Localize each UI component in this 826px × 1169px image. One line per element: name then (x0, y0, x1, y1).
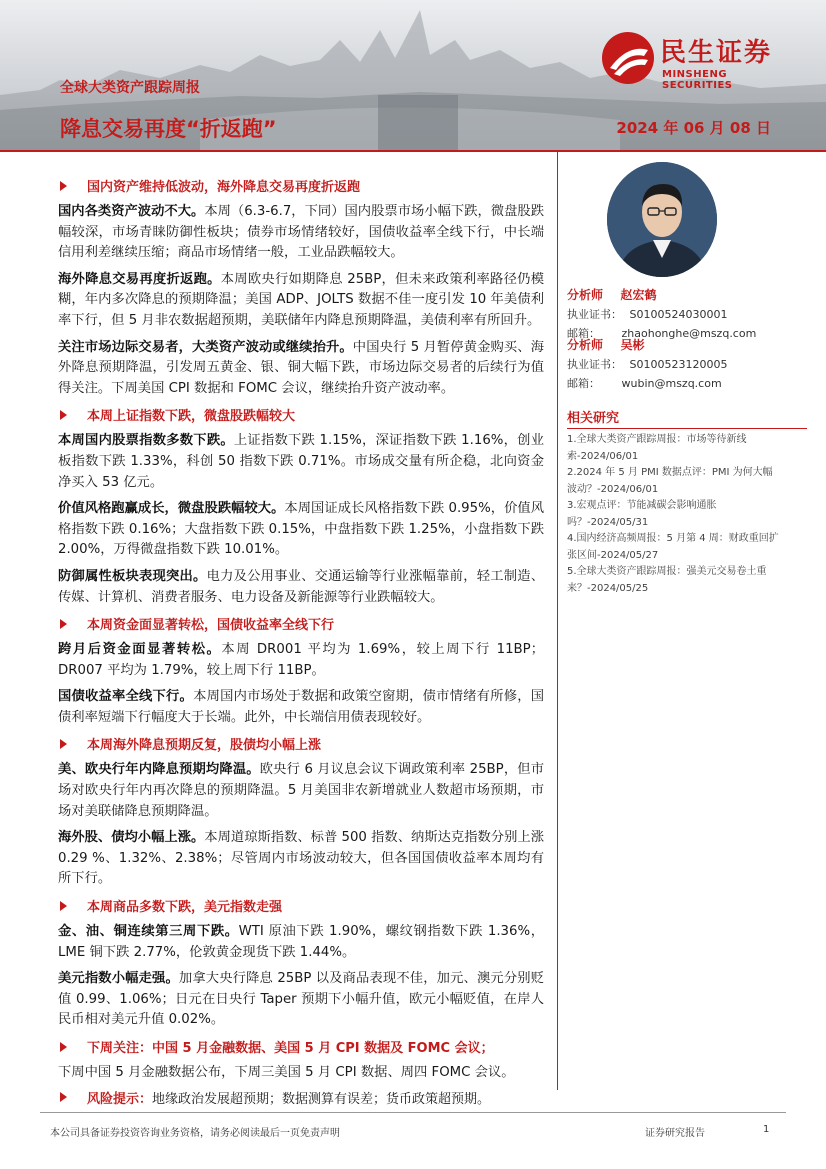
section-heading (58, 896, 544, 915)
paragraph (58, 1063, 544, 1084)
paragraph-lead: 防御属性板块表现突出。 (58, 568, 207, 584)
paragraph-text: 欧央行 6 月议息会议下调政策利率 25BP，但市场对欧央行年内再次降息的预期降温。5 月美国非农新增就业人数超市场预期，市场对美联储降息预期降温。 (58, 762, 545, 819)
paragraph (58, 270, 544, 332)
related-research-link[interactable]: 3.宏观点评：节能减碳会影响通胀吗？-2024/05/31 (567, 500, 717, 528)
paragraph-lead: 国内各类资产波动不大。 (58, 204, 205, 219)
analyst-email-link[interactable]: wubin@mszq.com (621, 377, 722, 390)
paragraph (58, 202, 544, 264)
footer-disclaimer: 本公司具备证券投资咨询业务资格，请务必阅读最后一页免责声明 (50, 1128, 340, 1139)
report-title: 降息交易再度“折返跑” (60, 117, 277, 141)
analyst-email-link[interactable]: zhaohonghe@mszq.com (621, 327, 757, 340)
paragraph-lead: 跨月后资金面显著转松。 (58, 642, 222, 658)
analyst-role: 分析师 (567, 288, 604, 302)
minsheng-logo-icon (600, 30, 656, 86)
paragraph-lead: 本周国内股票指数多数下跌。 (58, 433, 234, 449)
paragraph-lead: 海外股、债均小幅上涨。 (58, 830, 205, 846)
paragraph-text: 中国央行 5 月暂停黄金购买、海外降息预期降温，引发周五黄金、银、铜大幅下跌，市场边际交易者的后续行为值得关注。下周美国 CPI 数据和 FOMC 会议，继续抬升资产波动率。 (58, 339, 545, 396)
section-heading-text: 本周商品多数下跌，美元指数走强 (87, 900, 283, 916)
paragraph-lead: 金、油、铜连续第三周下跌。 (58, 924, 239, 940)
paragraph-lead: 价值风格跑赢成长，微盘股跌幅较大。 (58, 501, 285, 517)
report-type: 全球大类资产跟踪周报 (60, 80, 200, 96)
column-divider (557, 152, 558, 1090)
arrow-bullet-icon (60, 1042, 67, 1052)
paragraph (58, 760, 544, 822)
paragraph-text: 本周道琼斯指数、标普 500 指数、纳斯达克指数分别上涨 0.29 %、1.32%、2.38%；尽管周内市场波动较大，但各国国债收益率本周均有所下行。 (58, 830, 545, 887)
paragraph-text: 本周 DR001 平均为 1.69%，较上周下行 11BP；DR007 平均为 1.79%，较上周下行 11BP。 (58, 642, 544, 678)
section-heading (58, 734, 544, 753)
paragraph-text: 本周国证成长风格指数下跌 0.95%，价值风格指数下跌 0.16%；大盘指数下跌 0.15%，中盘指数下跌 1.25%，小盘指数下跌 2.00%，万得微盘指数下跌 10.01%。 (58, 501, 545, 558)
paragraph (58, 567, 544, 608)
risk-warning (58, 1088, 544, 1107)
risk-text: 地缘政治发展超预期；数据测算有误差；货币政策超预期。 (152, 1091, 491, 1107)
analyst-name: 吴彬 (620, 338, 645, 352)
section-heading-text: 本周海外降息预期反复，股债均小幅上涨 (87, 738, 322, 754)
report-header (0, 0, 826, 150)
footer-divider (40, 1112, 786, 1113)
logo-chinese-name: 民生证券 (660, 38, 773, 68)
paragraph (58, 922, 544, 963)
page-number: 1 (763, 1124, 770, 1135)
analyst-card (567, 336, 727, 391)
related-research-link[interactable]: 2.2024 年 5 月 PMI 数据点评：PMI 为何大幅波动？-2024/06/01 (567, 467, 773, 495)
paragraph-lead: 美、欧央行年内降息预期均降温。 (58, 762, 260, 778)
paragraph-text: 上证指数下跌 1.15%，深证指数下跌 1.16%，创业板指数下跌 1.33%，科创 50 指数下跌 0.71%。市场成交量有所企稳，北向资金净买入 53 亿元。 (58, 433, 545, 490)
arrow-bullet-icon (60, 739, 67, 749)
section-heading (58, 614, 544, 633)
cert-label: 执业证书： (567, 308, 622, 321)
paragraph-lead: 美元指数小幅走强。 (58, 971, 179, 987)
risk-label: 风险提示： (87, 1091, 153, 1107)
cert-number: S0100524030001 (629, 308, 728, 321)
related-research-heading: 相关研究 (567, 411, 620, 426)
paragraph-lead: 海外降息交易再度折返跑。 (58, 271, 221, 287)
related-research-list (567, 432, 779, 597)
email-label: 邮箱： (567, 327, 600, 340)
section-heading-text: 本周上证指数下跌，微盘股跌幅较大 (87, 409, 296, 425)
email-label: 邮箱： (567, 377, 600, 390)
cert-number: S0100523120005 (629, 358, 728, 371)
footer-label: 证券研究报告 (645, 1128, 705, 1139)
paragraph-text: 本周（6.3-6.7，下同）国内股票市场小幅下跌，微盘股跌幅较深，市场青睐防御性板块；债券市场情绪较好，国债收益率全线下行，中长端信用利差继续压缩；商品市场情绪一般，工业品跌幅较大。 (58, 204, 545, 261)
report-date: 2024 年 06 月 08 日 (616, 119, 771, 137)
paragraph-lead: 国债收益率全线下行。 (58, 689, 194, 705)
paragraph (58, 640, 544, 681)
company-logo (600, 30, 800, 91)
paragraph-text: 电力及公用事业、交通运输等行业涨幅靠前，轻工制造、传媒、计算机、消费者服务、电力设备及新能源等行业跌幅较大。 (58, 568, 545, 605)
section-heading-text: 国内资产维持低波动，海外降息交易再度折返跑 (87, 180, 361, 195)
arrow-bullet-icon (60, 410, 67, 420)
paragraph (58, 687, 544, 728)
section-heading (58, 176, 544, 195)
paragraph-text: 加拿大央行降息 25BP 以及商品表现不佳，加元、澳元分别贬值 0.99、1.06%；日元在日央行 Taper 预期下小幅升值，欧元小幅贬值，在岸人民币相对美元升值 0.02%。 (58, 971, 545, 1028)
related-research-link[interactable]: 4.国内经济高频周报：5 月第 4 周：财政重回扩张区间-2024/05/27 (567, 533, 779, 561)
logo-english-name: MINSHENG SECURITIES (662, 69, 733, 91)
paragraph (58, 828, 544, 890)
paragraph (58, 431, 544, 493)
cert-label: 执业证书： (567, 358, 622, 371)
section-heading (58, 1037, 544, 1056)
paragraph-text: 本周国内市场处于数据和政策空窗期，债市情绪有所修，国债利率短端下行幅度大于长端。此外，中长端信用债表现较好。 (58, 689, 545, 725)
paragraph-text: WTI 原油下跌 1.90%，螺纹钢指数下跌 1.36%，LME 铜下跌 2.77%，伦敦黄金现货下跌 1.44%。 (58, 924, 544, 960)
arrow-bullet-icon (60, 1092, 67, 1102)
analyst-role: 分析师 (567, 338, 604, 352)
arrow-bullet-icon (60, 901, 67, 911)
analyst-photo (607, 162, 717, 277)
section-heading (58, 405, 544, 424)
related-research-link[interactable]: 5.全球大类资产跟踪周报：强美元交易卷土重来？-2024/05/25 (567, 566, 767, 594)
analyst-card (567, 286, 756, 341)
paragraph-text: 本周欧央行如期降息 25BP，但未来政策利率路径仍模糊，年内多次降息的预期降温；美国 ADP、JOLTS 数据不佳一度引发 10 年美债利率下行，但 5 月非农数据超预期，美联储年内降息预期降温，美债利率有所回升。 (58, 271, 545, 328)
section-heading-text: 本周资金面显著转松，国债收益率全线下行 (87, 618, 335, 634)
related-research-link[interactable]: 1.全球大类资产跟踪周报：市场等待新线索-2024/06/01 (567, 434, 747, 462)
paragraph (58, 338, 544, 400)
header-divider (0, 150, 826, 152)
section-heading-text: 下周关注：中国 5 月金融数据、美国 5 月 CPI 数据及 FOMC 会议； (87, 1041, 494, 1056)
summary-column (58, 176, 544, 1114)
paragraph-text: 下周中国 5 月金融数据公布，下周三美国 5 月 CPI 数据、周四 FOMC 会议。 (58, 1065, 515, 1080)
related-divider (567, 428, 807, 429)
paragraph (58, 969, 544, 1031)
arrow-bullet-icon (60, 619, 67, 629)
analyst-name: 赵宏鹤 (620, 288, 657, 302)
paragraph (58, 499, 544, 561)
paragraph-lead: 关注市场边际交易者，大类资产波动或继续抬升。 (58, 339, 353, 355)
arrow-bullet-icon (60, 181, 67, 191)
